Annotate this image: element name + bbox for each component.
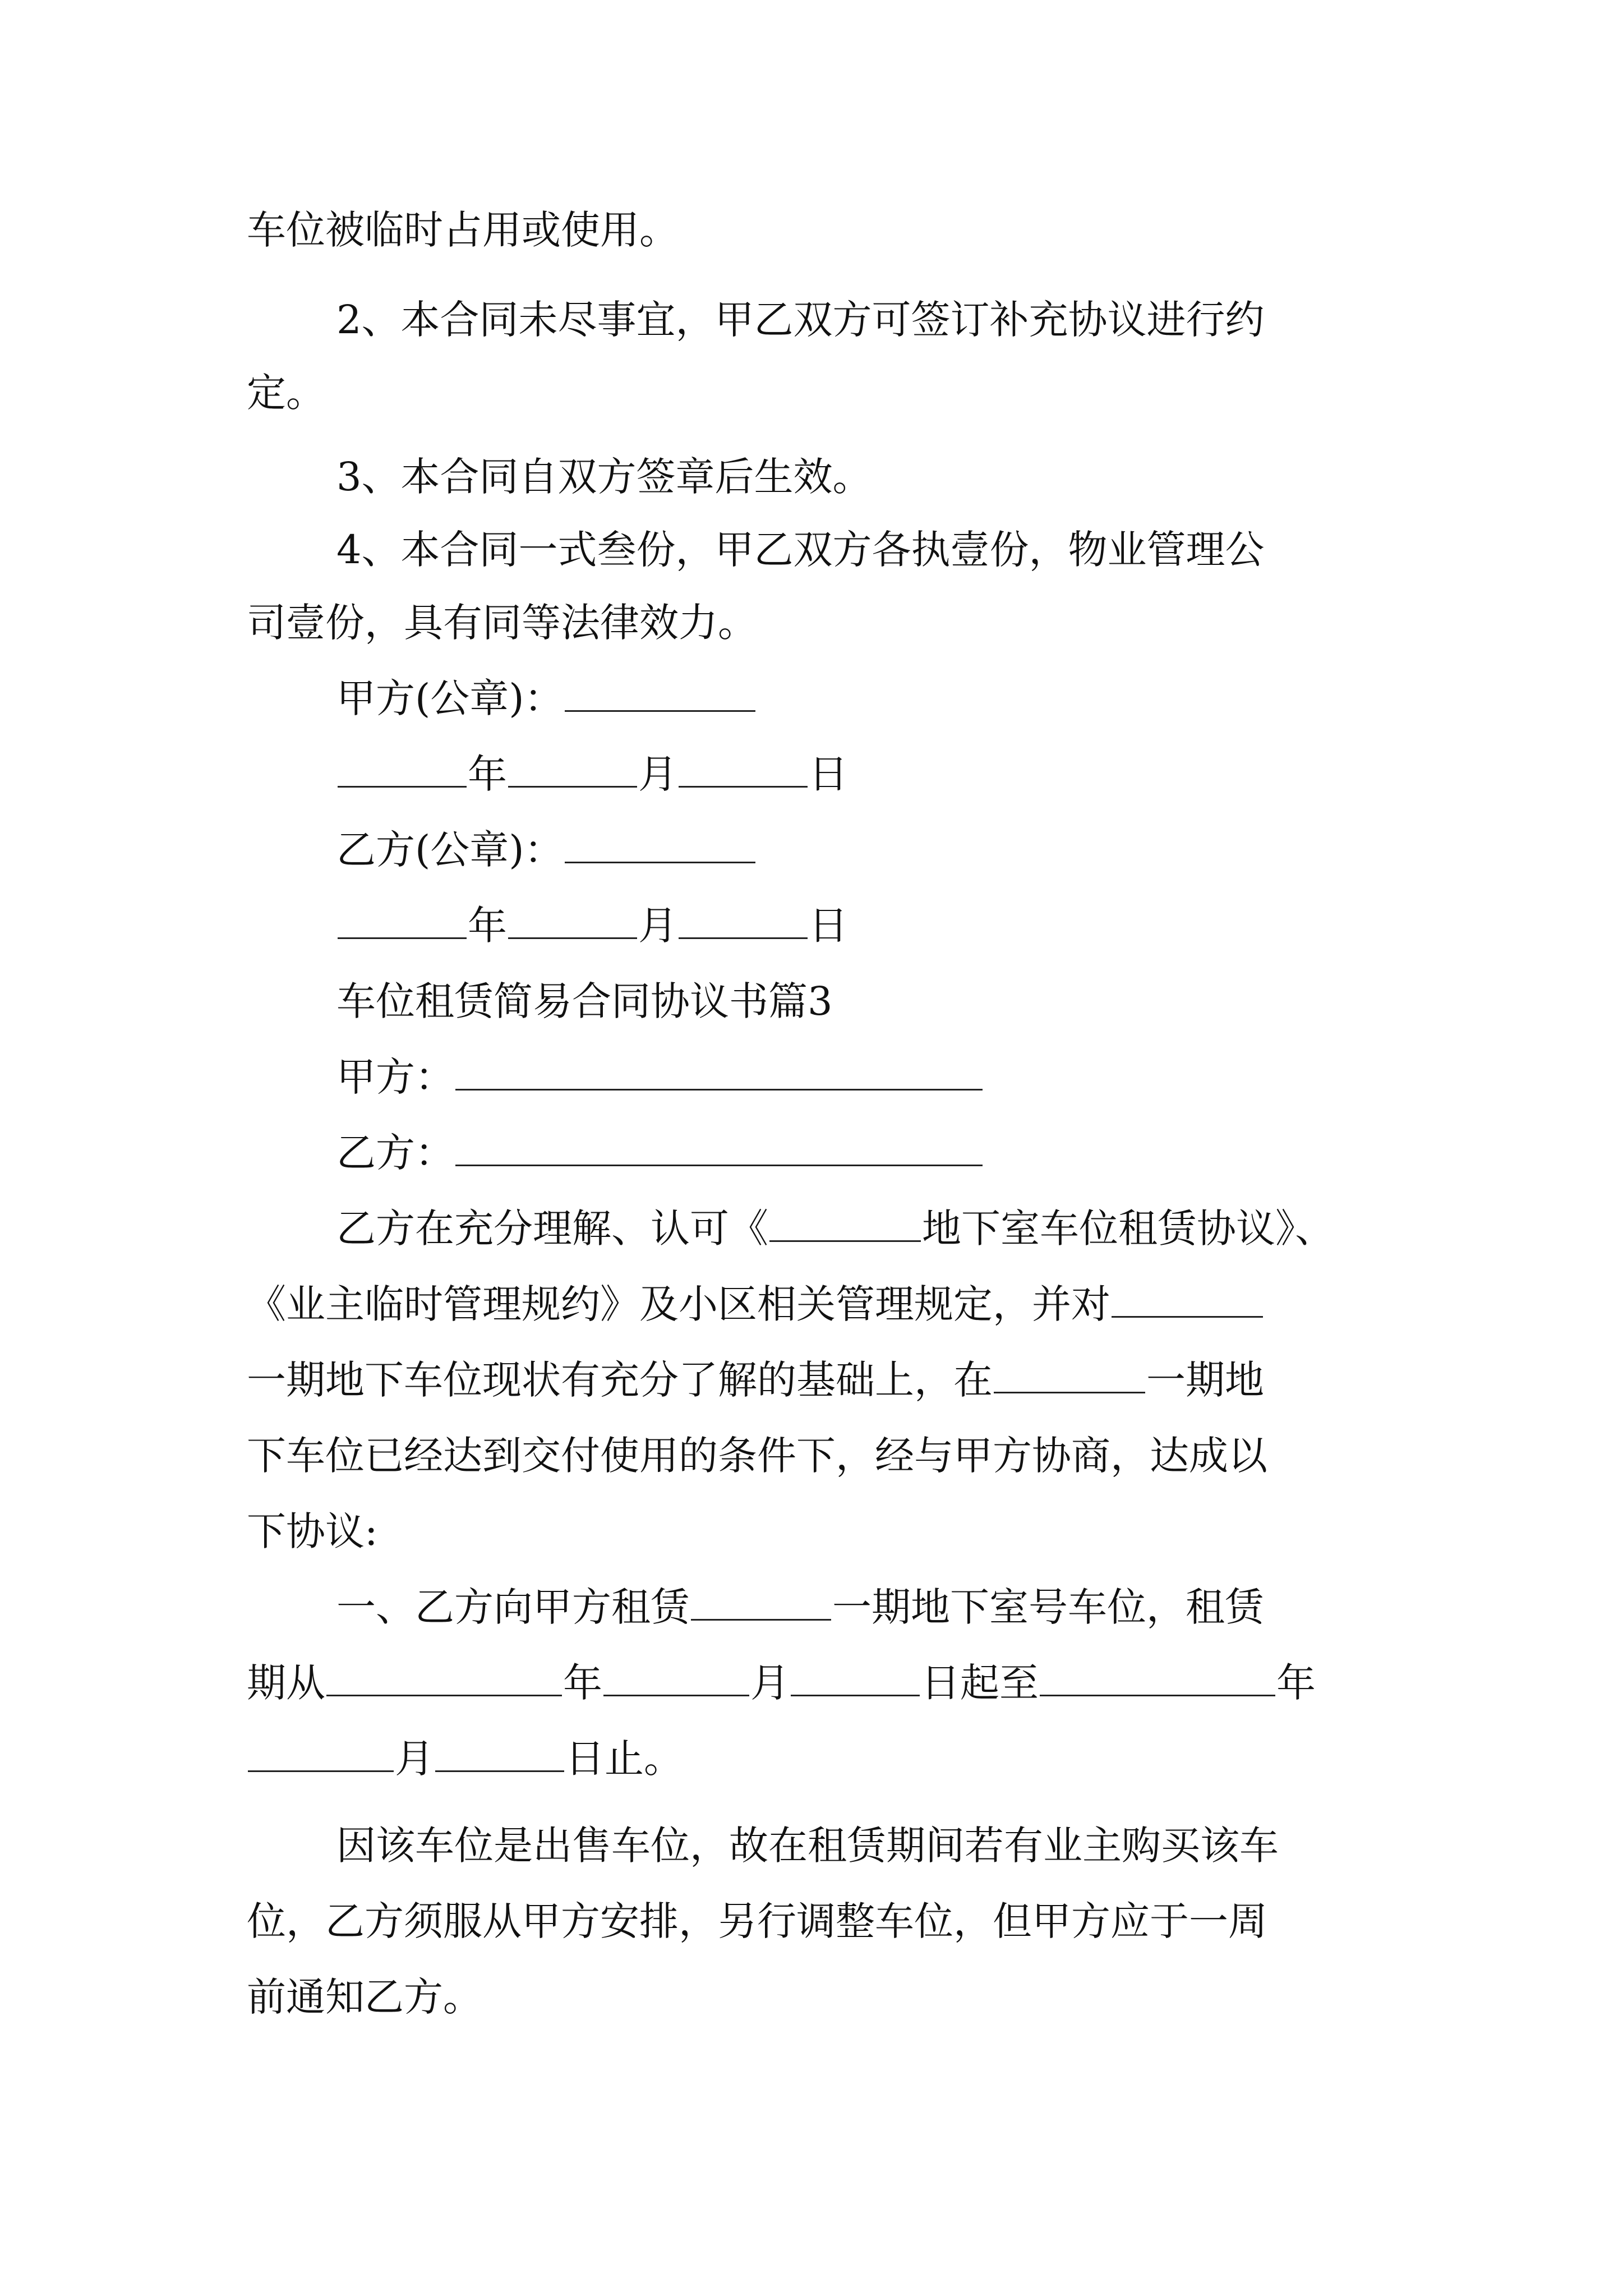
article-text: 年 [563, 1660, 602, 1706]
clause-3 [336, 449, 1514, 505]
party-a-line [336, 1049, 1514, 1105]
article-1-line-2 [247, 1655, 1424, 1711]
month-blank[interactable] [508, 903, 637, 939]
clause-text: 位，乙方须服从甲方安排，另行调整车位，但甲方应于一周 [247, 1898, 1267, 1944]
party-b-seal-label: 乙方(公章)： [336, 827, 564, 873]
party-b-seal-line [336, 822, 1514, 878]
month-blank[interactable] [508, 751, 637, 788]
community-blank-2[interactable] [994, 1357, 1145, 1393]
start-month-blank[interactable] [603, 1660, 749, 1696]
article-text: 日止。 [565, 1736, 683, 1782]
clause-text: 司壹份，具有同等法律效力。 [247, 600, 757, 646]
day-label: 日 [809, 903, 848, 949]
day-blank[interactable] [679, 751, 808, 788]
paragraph-line [247, 202, 1368, 258]
article-1-line-1 [336, 1579, 1514, 1635]
intro-text: 《业主临时管理规约》及小区相关管理规定，并对 [247, 1281, 1110, 1327]
party-a-date-line [336, 746, 1514, 802]
agreement-name-blank[interactable] [769, 1205, 921, 1242]
clause-text: 前通知乙方。 [247, 1974, 482, 2020]
month-label: 月 [638, 903, 677, 949]
day-blank[interactable] [679, 903, 808, 939]
paragraph-text: 车位被临时占用或使用。 [247, 207, 679, 253]
party-a-seal-label: 甲方(公章)： [336, 675, 564, 721]
month-label: 月 [638, 751, 677, 797]
article-text: 一、乙方向甲方租赁 [336, 1584, 690, 1630]
year-blank[interactable] [338, 903, 467, 939]
party-b-label: 乙方： [336, 1130, 454, 1176]
article-text: 期从 [247, 1660, 325, 1706]
intro-line-2 [247, 1276, 1424, 1332]
party-a-seal-line [336, 670, 1514, 726]
year-label: 年 [468, 903, 507, 949]
article-text: 月 [395, 1736, 434, 1782]
intro-line-4 [247, 1428, 1424, 1484]
party-b-blank[interactable] [455, 1130, 983, 1166]
end-year-blank[interactable] [1040, 1660, 1275, 1696]
start-day-blank[interactable] [791, 1660, 920, 1696]
intro-text: 下协议: [247, 1508, 378, 1554]
clause-text: 2、本合同未尽事宜，甲乙双方可签订补充协议进行约 [336, 297, 1265, 343]
article-1-line-3 [247, 1731, 1424, 1787]
intro-line-3 [247, 1352, 1424, 1408]
end-month-blank[interactable] [248, 1736, 394, 1772]
year-label: 年 [468, 751, 507, 797]
party-b-line [336, 1125, 1514, 1181]
clause-4-line-2 [247, 595, 1424, 651]
intro-text: 一期地下车位现状有充分了解的基础上，在 [247, 1357, 993, 1403]
end-day-blank[interactable] [435, 1736, 564, 1772]
party-b-seal-blank[interactable] [565, 827, 755, 863]
lease-community-blank[interactable] [691, 1584, 831, 1621]
article-text: 月 [750, 1660, 790, 1706]
section-title [336, 973, 1514, 1029]
article-text: 年 [1276, 1660, 1316, 1706]
party-a-label: 甲方： [336, 1054, 454, 1100]
sale-clause-line-3 [247, 1969, 1424, 2025]
clause-text: 4、本合同一式叁份，甲乙双方各执壹份，物业管理公 [336, 527, 1265, 573]
sale-clause-line-1 [336, 1818, 1514, 1874]
community-blank[interactable] [1112, 1281, 1263, 1318]
intro-text: 地下室车位租赁协议》、 [922, 1205, 1334, 1251]
clause-text: 定。 [247, 370, 325, 416]
clause-text: 3、本合同自双方签章后生效。 [336, 454, 872, 500]
intro-text: 一期地 [1146, 1357, 1264, 1403]
section-title-text: 车位租赁简易合同协议书篇3 [336, 978, 833, 1024]
start-year-blank[interactable] [326, 1660, 562, 1696]
clause-2-line-1 [336, 292, 1514, 348]
party-b-date-line [336, 898, 1514, 954]
year-blank[interactable] [338, 751, 467, 788]
clause-4-line-1 [336, 522, 1514, 578]
article-text: 日起至 [921, 1660, 1039, 1706]
party-a-seal-blank[interactable] [565, 675, 755, 712]
day-label: 日 [809, 751, 848, 797]
intro-line-1 [336, 1200, 1514, 1257]
intro-text: 乙方在充分理解、认可《 [336, 1205, 768, 1251]
party-a-blank[interactable] [455, 1054, 983, 1091]
intro-line-5 [247, 1503, 1424, 1559]
intro-text: 下车位已经达到交付使用的条件下，经与甲方协商，达成以 [247, 1433, 1267, 1479]
clause-2-line-2 [247, 365, 1424, 421]
clause-text: 因该车位是出售车位，故在租赁期间若有业主购买该车 [336, 1823, 1279, 1869]
article-text: 一期地下室号车位，租赁 [832, 1584, 1264, 1630]
sale-clause-line-2 [247, 1893, 1424, 1949]
